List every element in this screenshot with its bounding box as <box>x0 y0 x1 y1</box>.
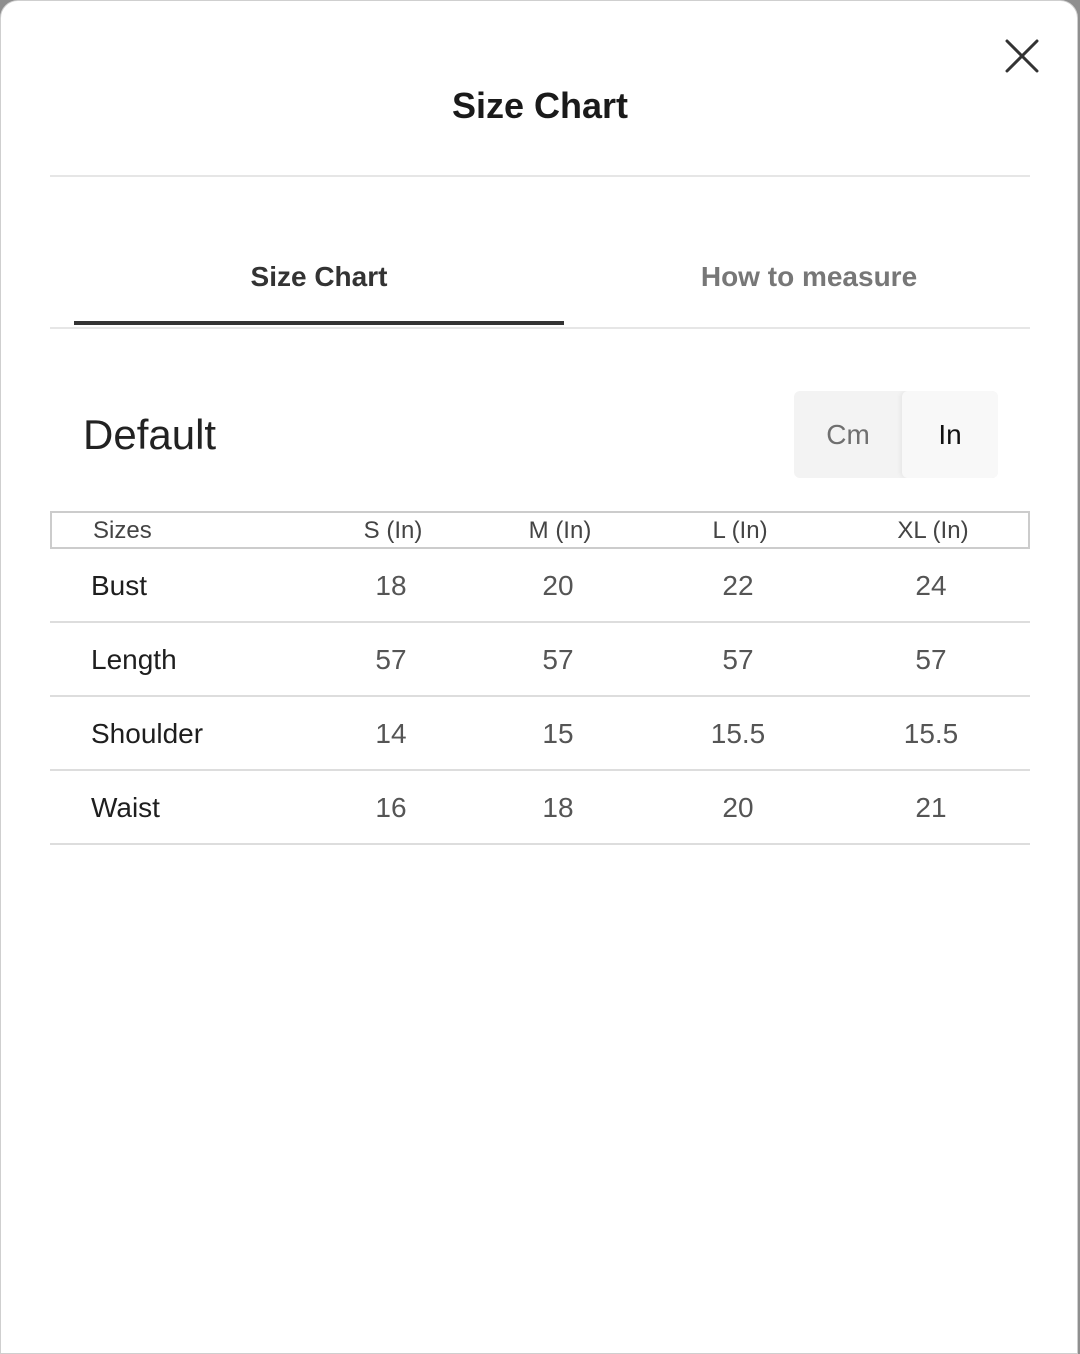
table-cell: 20 <box>542 570 574 601</box>
table-cell: 14 <box>375 718 407 749</box>
table-cell: 18 <box>542 792 574 823</box>
table-cell: 22 <box>722 570 754 601</box>
table-row <box>50 697 1030 771</box>
close-icon <box>1001 35 1043 77</box>
section-title: Default <box>83 411 217 458</box>
tab-size-chart[interactable]: Size Chart <box>250 261 388 292</box>
active-tab-indicator <box>74 321 564 325</box>
table-cell: 15.5 <box>710 718 766 749</box>
unit-in-button[interactable]: In <box>902 391 998 478</box>
table-cell: 18 <box>375 570 407 601</box>
column-header: L (In) <box>712 517 768 544</box>
row-label: Length <box>91 644 177 675</box>
table-row <box>50 623 1030 697</box>
table-header-row <box>50 511 1030 549</box>
table-cell: 21 <box>915 792 947 823</box>
tab-bar <box>50 231 1030 329</box>
row-label: Waist <box>91 792 160 823</box>
column-header: Sizes <box>93 517 152 544</box>
size-table <box>50 511 1030 845</box>
unit-toggle <box>794 391 998 478</box>
table-cell: 16 <box>375 792 407 823</box>
modal-title: Size Chart <box>451 85 629 126</box>
table-cell: 15 <box>542 718 574 749</box>
title-divider <box>50 175 1030 177</box>
tab-how-to-measure[interactable]: How to measure <box>700 261 918 292</box>
column-header: XL (In) <box>897 517 969 544</box>
table-row <box>50 771 1030 845</box>
close-button[interactable] <box>1001 35 1043 77</box>
table-cell: 57 <box>722 644 754 675</box>
column-header: S (In) <box>363 517 423 544</box>
unit-cm-button[interactable]: Cm <box>826 419 870 450</box>
table-cell: 15.5 <box>903 718 959 749</box>
table-cell: 20 <box>722 792 754 823</box>
column-header: M (In) <box>528 517 592 544</box>
row-label: Shoulder <box>91 718 204 749</box>
table-row <box>50 549 1030 623</box>
table-cell: 57 <box>915 644 947 675</box>
row-label: Bust <box>91 570 148 601</box>
table-cell: 57 <box>375 644 407 675</box>
table-cell: 24 <box>915 570 947 601</box>
table-cell: 57 <box>542 644 574 675</box>
